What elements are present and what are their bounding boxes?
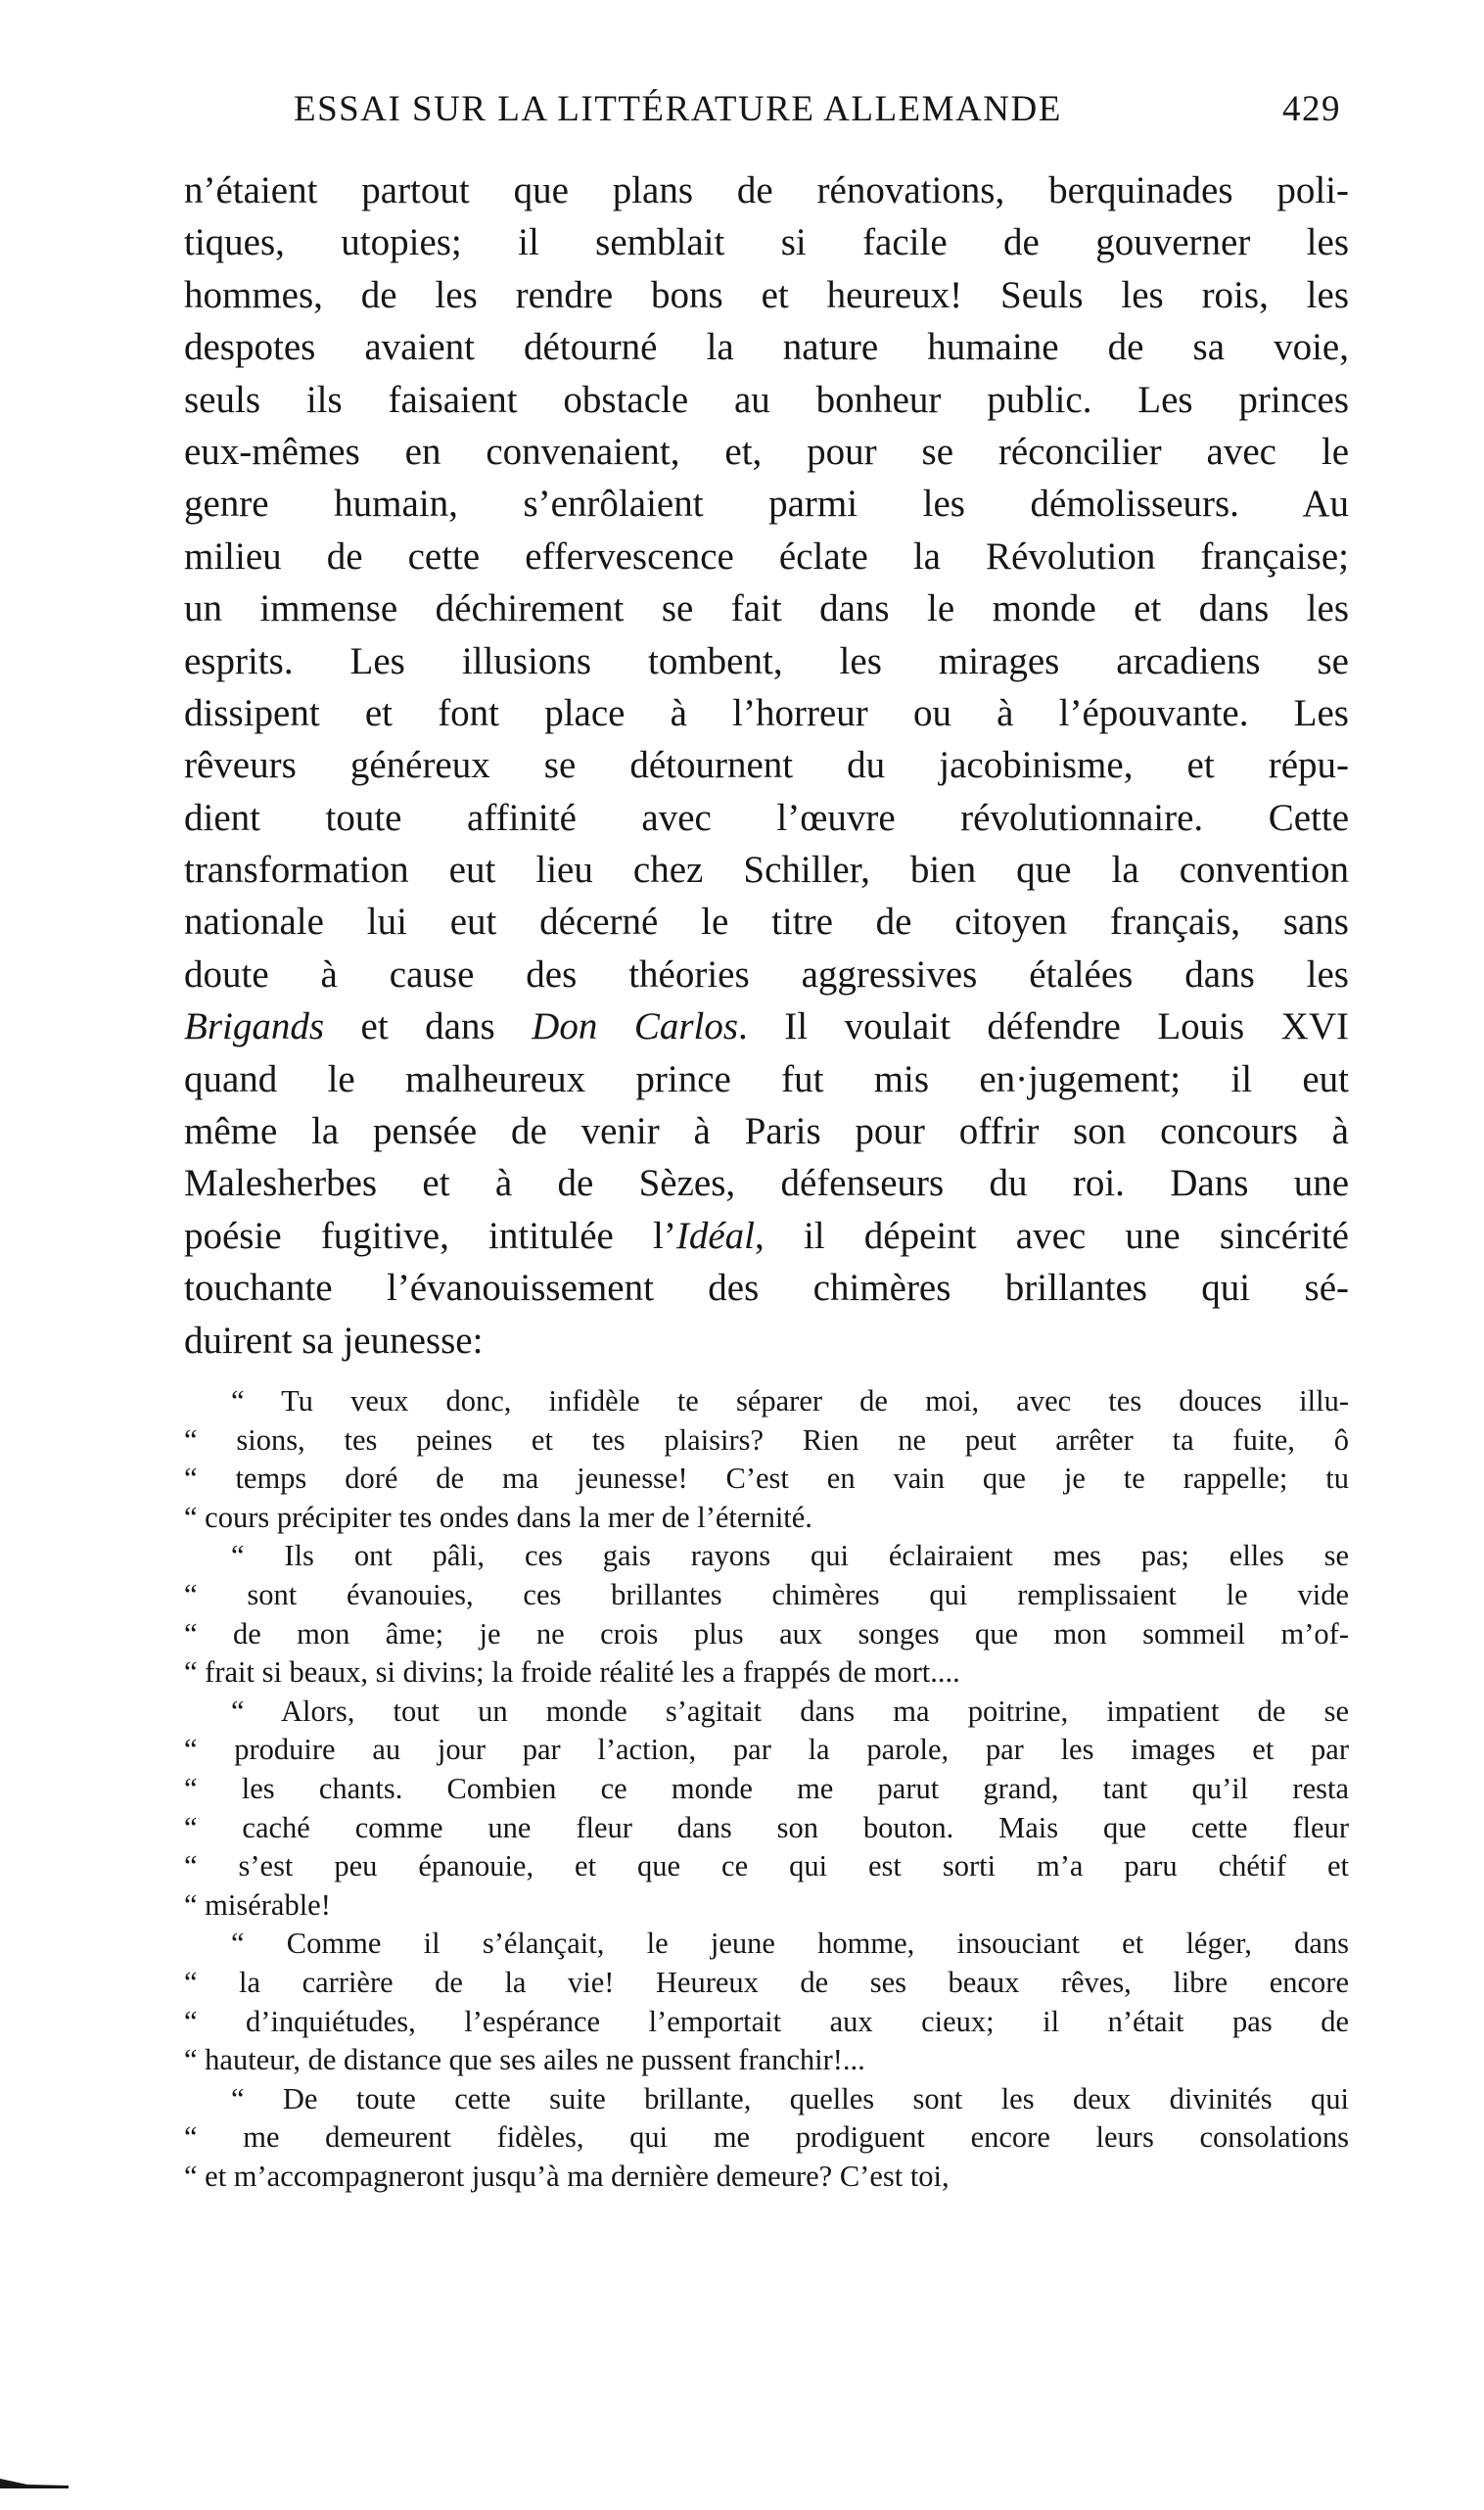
text-line: genre humain, s’enrôlaient parmi les démolisseurs. Au bbox=[184, 483, 1349, 526]
quote-paragraph bbox=[184, 1537, 1349, 1692]
text-line: nationale lui eut décerné le titre de citoyen français, sans bbox=[184, 901, 1349, 944]
text-line: dissipent et font place à l’horreur ou à l’épouvante. Les bbox=[184, 691, 1349, 734]
running-title: ESSAI SUR LA LITTÉRATURE ALLEMANDE bbox=[294, 89, 1062, 129]
quote-line: “ de mon âme; je ne crois plus aux songes que mon sommeil m’of- bbox=[184, 1616, 1349, 1650]
text-line: même la pensée de venir à Paris pour offrir son concours à bbox=[184, 1110, 1349, 1153]
quote-line: “ me demeurent fidèles, qui me prodiguent encore leurs consolations bbox=[184, 2120, 1349, 2155]
quote-paragraph bbox=[184, 1693, 1349, 1926]
quote-line: “ sions, tes peines et tes plaisirs? Rien ne peut arrêter ta fuite, ô bbox=[184, 1422, 1349, 1457]
text-line: despotes avaient détourné la nature humaine de sa voie, bbox=[184, 326, 1349, 369]
text-line: Malesherbes et à de Sèzes, défenseurs du roi. Dans une bbox=[184, 1162, 1349, 1205]
text-line bbox=[184, 1000, 1349, 1052]
text-line: esprits. Les illusions tombent, les mirages arcadiens se bbox=[184, 639, 1349, 682]
quote-line: “ misérable! bbox=[184, 1887, 331, 1922]
quote-line: “ cours précipiter tes ondes dans la mer de l’éternité. bbox=[184, 1500, 812, 1534]
text-line: eux-mêmes en convenaient, et, pour se réconcilier avec le bbox=[184, 430, 1349, 473]
quote-line: “ d’inquiétudes, l’espérance l’emportait aux cieux; il n’était pas de bbox=[184, 2004, 1349, 2038]
italic-title: Brigands bbox=[184, 1005, 325, 1048]
italic-title: Idéal bbox=[675, 1214, 756, 1257]
quotation-block bbox=[184, 1382, 1349, 2196]
text-line: n’étaient partout que plans de rénovations, berquinades poli- bbox=[184, 169, 1349, 211]
quote-line: “ s’est peu épanouie, et que ce qui est sorti m’a paru chétif et bbox=[184, 1849, 1349, 1883]
text-segment: poésie fugitive, intitulée l’ bbox=[184, 1214, 676, 1257]
text-line: doute à cause des théories aggressives étalées dans les bbox=[184, 953, 1349, 996]
text-line: quand le malheureux prince fut mis en·jugement; il eut bbox=[184, 1057, 1349, 1100]
quote-line: “ et m’accompagneront jusqu’à ma dernière demeure? C’est toi, bbox=[184, 2159, 950, 2193]
text-line bbox=[184, 1210, 1349, 1262]
text-line: touchante l’évanouissement des chimères brillantes qui sé- bbox=[184, 1267, 1349, 1310]
quote-line: “ temps doré de ma jeunesse! C’est en vain que je te rappelle; tu bbox=[184, 1462, 1349, 1496]
quote-paragraph bbox=[184, 1382, 1349, 1537]
text-line: rêveurs généreux se détournent du jacobinisme, et répu- bbox=[184, 744, 1349, 787]
text-line: milieu de cette effervescence éclate la Révolution française; bbox=[184, 535, 1349, 578]
page-number: 429 bbox=[1282, 89, 1341, 129]
quote-paragraph bbox=[184, 1925, 1349, 2079]
quote-line: “ Alors, tout un monde s’agitait dans ma poitrine, impatient de se bbox=[231, 1694, 1349, 1728]
text-line: transformation eut lieu chez Schiller, bien que la convention bbox=[184, 849, 1349, 892]
page-corner-mark bbox=[0, 2479, 69, 2488]
text-segment: et dans bbox=[324, 1005, 533, 1048]
quote-line: “ produire au jour par l’action, par la parole, par les images et par bbox=[184, 1733, 1349, 1767]
text-line: hommes, de les rendre bons et heureux! Seuls les rois, les bbox=[184, 273, 1349, 316]
quote-line: “ les chants. Combien ce monde me parut grand, tant qu’il resta bbox=[184, 1771, 1349, 1805]
quote-line: “ Comme il s’élançait, le jeune homme, insouciant et léger, dans bbox=[231, 1927, 1349, 1961]
quote-line: “ Tu veux donc, infidèle te séparer de moi, avec tes douces illu- bbox=[231, 1384, 1349, 1418]
quote-line: “ Ils ont pâli, ces gais rayons qui éclairaient mes pas; elles se bbox=[231, 1539, 1349, 1573]
quote-line: “ caché comme une fleur dans son bouton. Mais que cette fleur bbox=[184, 1810, 1349, 1844]
text-segment: , il dépeint avec une sincérité bbox=[755, 1214, 1349, 1257]
text-segment: . Il voulait défendre Louis XVI bbox=[738, 1005, 1349, 1048]
text-line: dient toute affinité avec l’œuvre révolutionnaire. Cette bbox=[184, 796, 1349, 839]
quote-paragraph bbox=[184, 2080, 1349, 2197]
text-line: tiques, utopies; il semblait si facile de gouverner les bbox=[184, 221, 1349, 264]
quote-line: “ la carrière de la vie! Heureux de ses beaux rêves, libre encore bbox=[184, 1965, 1349, 1999]
quote-line: “ hauteur, de distance que ses ailes ne pussent franchir!... bbox=[184, 2043, 865, 2077]
quote-line: “ De toute cette suite brillante, quelles sont les deux divinités qui bbox=[231, 2081, 1349, 2115]
text-line: seuls ils faisaient obstacle au bonheur public. Les princes bbox=[184, 378, 1349, 421]
italic-title: Don Carlos bbox=[532, 1005, 739, 1048]
text-line: un immense déchirement se fait dans le monde et dans les bbox=[184, 587, 1349, 630]
quote-line: “ sont évanouies, ces brillantes chimères qui remplissaient le vide bbox=[184, 1577, 1349, 1611]
quote-line: “ frait si beaux, si divins; la froide réalité les a frappés de mort.... bbox=[184, 1655, 960, 1690]
text-line: duirent sa jeunesse: bbox=[184, 1319, 484, 1362]
main-text bbox=[184, 164, 1349, 1367]
running-header bbox=[294, 88, 1341, 137]
